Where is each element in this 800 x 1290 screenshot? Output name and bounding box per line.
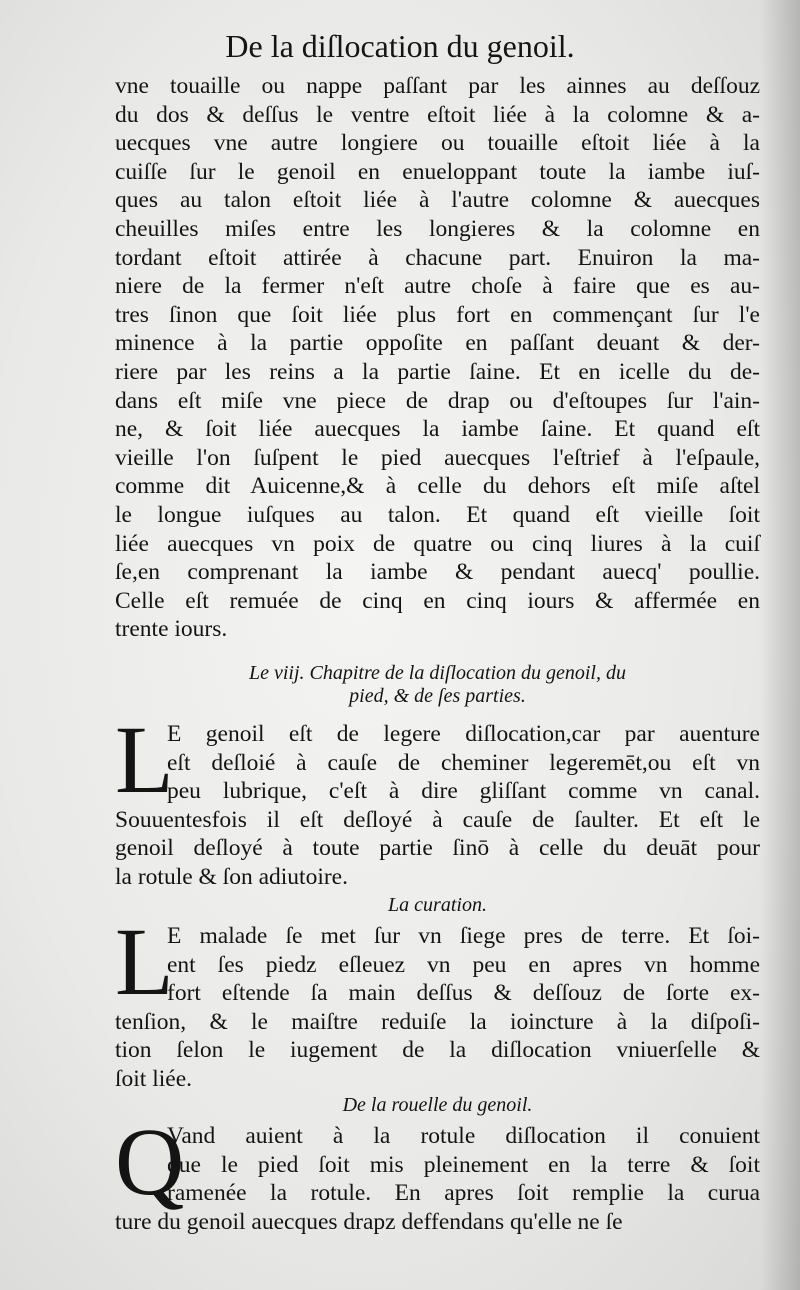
text-line: genoil deſloyé à toute partie ſinō à celle du deuāt pour [115, 835, 760, 862]
text-line: minence à la partie oppoſite en paſſant deuant & der- [115, 330, 760, 357]
text-line: tion ſelon le iugement de la diſlocation vniuerſelle & [115, 1037, 760, 1064]
text-line: liée auecques vn poix de quatre ou cinq liures à la cuiſ [115, 530, 760, 557]
text-line: E malade ſe met ſur vn ſiege pres de terre. Et ſoi- [167, 923, 760, 949]
text-line: que le pied ſoit mis pleinement en la terre & ſoit [167, 1151, 760, 1178]
text-line: eſt deſloié à cauſe de cheminer legeremēt,ou eſt vn [167, 749, 760, 776]
text-line: riere par les reins a la partie ſaine. Et en icelle du de- [115, 358, 760, 385]
paragraph-dislocation [115, 706, 760, 892]
chapter-heading-line-1: Le viij. Chapitre de la diſlocation du genoil, du [248, 662, 626, 684]
text-line: vne touaille ou nappe paſſant par les ainnes au deſſouz [115, 73, 760, 99]
drop-cap: L [115, 908, 174, 1015]
text-line: niere de la fermer n'eſt autre choſe à faire que es au- [115, 273, 760, 300]
chapter-heading-line-2: pied, & de ſes parties. [349, 685, 526, 707]
text-line: le longue iuſques au talon. Et quand eſt vieille ſoit [115, 501, 760, 528]
paragraph-curation [115, 908, 760, 1094]
section-heading-curation: La curation. [388, 894, 487, 916]
text-line: peu lubrique, c'eſt à dire gliſſant comme vn canal. [167, 778, 760, 805]
text-line: trente iours. [115, 616, 228, 643]
text-line: uecques vne autre longiere ou touaille eſtoit liée à la [115, 130, 760, 157]
paragraph-rouelle [115, 1108, 760, 1236]
text-line: fort eſtende ſa main deſſus & deſſouz de ſorte ex- [167, 980, 760, 1007]
drop-cap: Q [115, 1108, 185, 1215]
paragraph-continued [115, 72, 760, 644]
text-line: comme dit Auicenne,& à celle du dehors eſt miſe aſtel [115, 473, 760, 500]
text-line: ques au talon eſtoit liée à l'autre colomne & auecques [115, 187, 760, 214]
section-heading-rouelle: De la rouelle du genoil. [342, 1094, 533, 1116]
text-line: cheuilles miſes entre les longieres & la colomne en [115, 215, 760, 242]
running-header: De la diſlocation du genoil. [225, 28, 575, 64]
text-line: Souuentesfois il eſt deſloyé à cauſe de ſaulter. Et eſt le [115, 806, 760, 833]
text-line: ramenée la rotule. En apres ſoit remplie la curua [167, 1180, 760, 1207]
text-line: dans eſt miſe vne piece de drap ou d'eſtoupes ſur l'ain- [115, 387, 760, 414]
page-edge-shadow [760, 0, 800, 1290]
text-line: Vand auient à la rotule diſlocation il conuient [167, 1123, 760, 1149]
text-line: la rotule & ſon adiutoire. [115, 863, 348, 890]
text-line: ſoit liée. [115, 1065, 193, 1092]
text-line: ent ſes piedz eſleuez vn peu en apres vn homme [167, 951, 760, 978]
text-line: tenſion, & le maiſtre reduiſe la ioincture à la diſpoſi- [115, 1008, 760, 1035]
text-line: ne, & ſoit liée auecques la iambe ſaine. Et quand eſt [115, 416, 760, 443]
text-line: ture du genoil auecques drapz deffendans qu'elle ne ſe [115, 1208, 623, 1235]
text-line: tres ſinon que ſoit liée plus fort en commençant ſur l'e [115, 301, 760, 328]
text-line: ſe,en comprenant la iambe & pendant auecq' poullie. [115, 559, 760, 586]
text-line: Celle eſt remuée de cinq en cinq iours & affermée en [115, 587, 760, 614]
text-line: du dos & deſſus le ventre eſtoit liée à la colomne & a- [115, 101, 760, 128]
text-line: cuiſſe ſur le genoil en enueloppant toute la iambe iuſ- [115, 158, 760, 185]
text-line: vieille l'on ſuſpent le pied auecques l'eſtrief à l'eſpaule, [115, 444, 760, 471]
drop-cap: L [115, 706, 174, 813]
text-line: tordant eſtoit attirée à chacune part. Enuiron la ma- [115, 244, 760, 271]
chapter-heading [115, 662, 760, 708]
text-line: E genoil eſt de legere diſlocation,car par auenture [167, 721, 760, 747]
